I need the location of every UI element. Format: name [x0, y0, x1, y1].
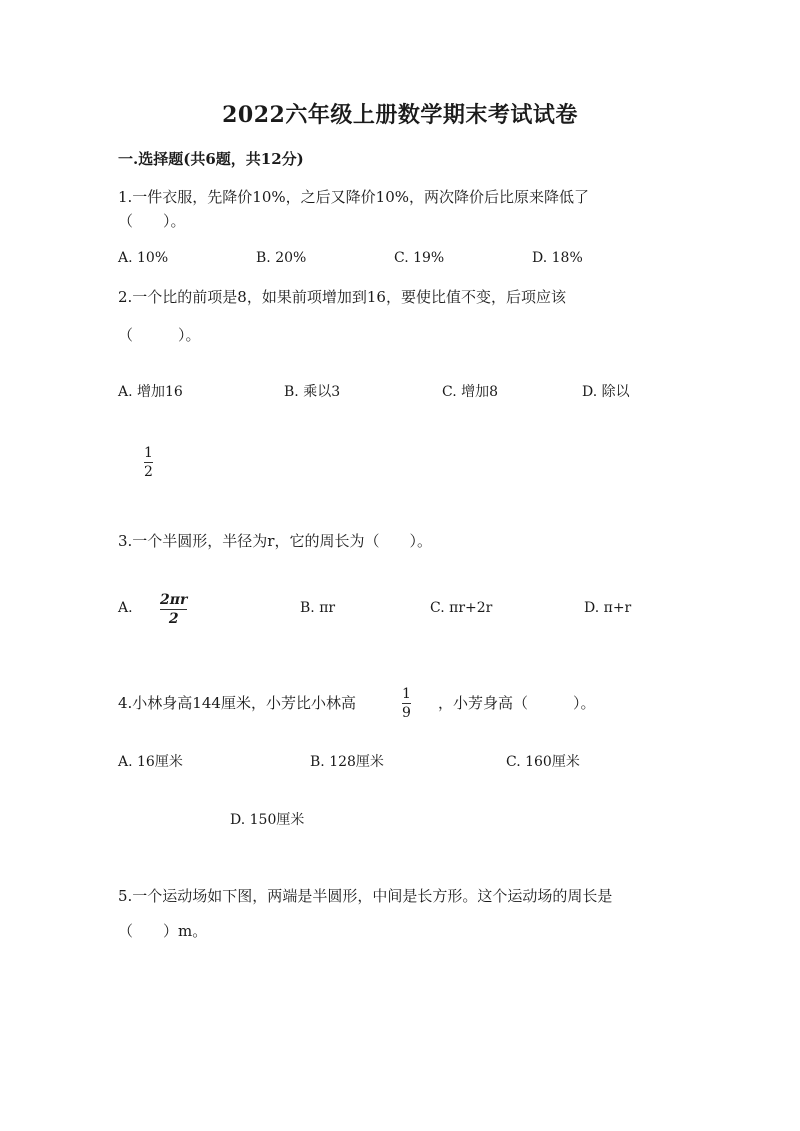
question-1-option-b: B. 20%	[256, 250, 307, 266]
question-3-text: 3.一个半圆形，半径为r，它的周长为（ ）。	[118, 532, 432, 550]
question-4-option-d: D. 150厘米	[230, 812, 305, 828]
fraction-bar	[160, 609, 187, 610]
question-3-fraction	[160, 592, 187, 627]
question-4-text-before: 4.小林身高144厘米，小芳比小林高	[118, 694, 356, 712]
question-1-line-1: 1.一件衣服，先降价10%，之后又降价10%，两次降价后比原来降低了	[118, 188, 589, 206]
question-1-line-2: （ ）。	[118, 212, 186, 230]
question-3-option-d: D. π+r	[584, 600, 632, 616]
question-4-option-a: A. 16厘米	[118, 754, 183, 770]
question-1-option-a: A. 10%	[118, 250, 169, 266]
question-2-option-a: A. 增加16	[118, 384, 183, 400]
fraction-denominator: 2	[168, 611, 179, 627]
section-heading: 一.选择题(共6题，共12分)	[118, 150, 304, 168]
question-4-option-b: B. 128厘米	[310, 754, 384, 770]
question-3-option-c: C. πr+2r	[430, 600, 493, 616]
question-1-option-d: D. 18%	[532, 250, 583, 266]
question-5-line-2: （ ）m。	[118, 922, 208, 940]
fraction-bar	[402, 703, 411, 704]
question-2-line-1: 2.一个比的前项是8，如果前项增加到16，要使比值不变，后项应该	[118, 288, 566, 306]
question-2-option-d: D. 除以	[582, 384, 630, 400]
fraction-numerator: 1	[402, 686, 411, 702]
question-2-line-2: （ ）。	[118, 326, 201, 344]
page-title: 2022六年级上册数学期末考试试卷	[222, 102, 578, 128]
question-3-option-b: B. πr	[300, 600, 336, 616]
question-5-line-1: 5.一个运动场如下图，两端是半圆形，中间是长方形。这个运动场的周长是	[118, 887, 613, 905]
question-2-option-c: C. 增加8	[442, 384, 499, 400]
fraction-numerator: 1	[144, 445, 153, 461]
question-1-option-c: C. 19%	[394, 250, 445, 266]
fraction-numerator: 2πr	[160, 592, 188, 608]
question-3-option-a: A.	[118, 600, 133, 616]
fraction-bar	[144, 462, 153, 463]
question-4-option-c: C. 160厘米	[506, 754, 580, 770]
question-4-fraction	[402, 686, 411, 721]
fraction-denominator: 2	[144, 464, 153, 480]
fraction-denominator: 9	[402, 705, 411, 721]
question-4-text-after: ，小芳身高（ ）。	[438, 694, 596, 712]
question-2-option-b: B. 乘以3	[284, 384, 341, 400]
question-2-fraction	[144, 445, 153, 480]
